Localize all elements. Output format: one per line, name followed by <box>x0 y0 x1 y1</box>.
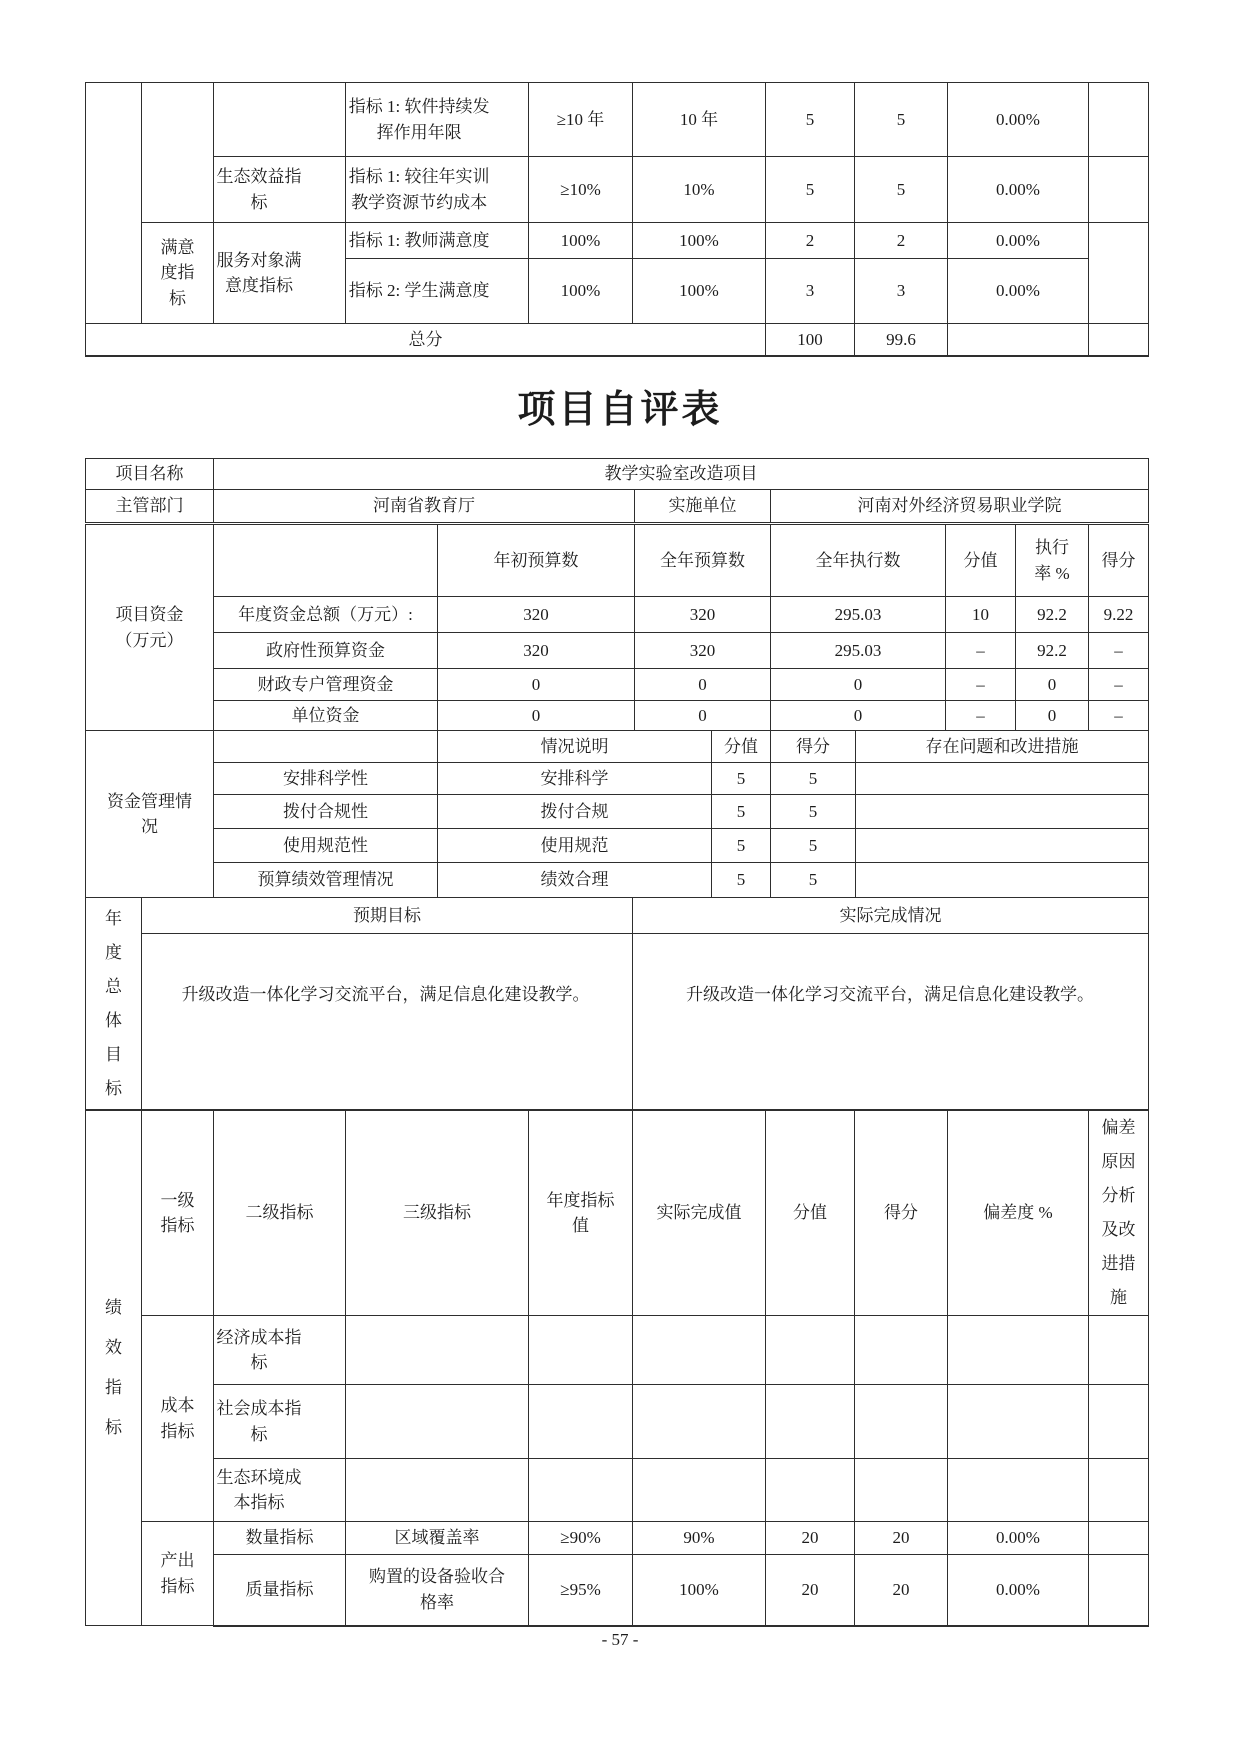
performance-label-cell <box>86 1111 142 1626</box>
level2-cell <box>214 223 346 324</box>
funds-row <box>86 669 1149 701</box>
target-cell: 100% <box>529 223 633 259</box>
deviation-cell: 0.00% <box>948 259 1089 324</box>
col-header-score-max: 分值 <box>766 1111 855 1316</box>
actual-cell: 100% <box>633 1555 766 1626</box>
fund-rate-cell: 0 <box>1016 701 1089 731</box>
level1-cell <box>142 223 214 324</box>
total-max-cell: 100 <box>766 324 855 356</box>
fund-begin-cell: 320 <box>438 633 635 669</box>
mgmt-desc-cell: 拨付合规 <box>438 795 712 829</box>
col-header-l3: 三级指标 <box>346 1111 529 1316</box>
col-header-score-max: 分值 <box>946 525 1016 597</box>
empty-cell <box>1089 1316 1149 1385</box>
mgmt-score-max-cell: 5 <box>712 763 771 795</box>
fund-exec-cell: 295.03 <box>771 597 946 633</box>
level2-cell <box>214 1459 346 1522</box>
empty-cell <box>948 324 1089 356</box>
deviation-cell: 0.00% <box>948 1555 1089 1626</box>
actual-goal-header: 实际完成情况 <box>633 898 1149 934</box>
fund-name-cell: 财政专户管理资金 <box>214 669 438 701</box>
analysis-cell <box>1089 223 1149 324</box>
actual-cell: 10 年 <box>633 83 766 157</box>
l1-header-text: 一级指标 <box>160 1190 195 1235</box>
mgmt-name-cell: 拨付合规性 <box>214 795 438 829</box>
mgmt-name-cell: 预算绩效管理情况 <box>214 863 438 898</box>
mgmt-score-cell: 5 <box>771 863 856 898</box>
funds-header-row <box>86 525 1149 597</box>
col-header-score: 得分 <box>771 731 856 763</box>
total-row <box>86 324 1149 356</box>
empty-cell <box>633 1459 766 1522</box>
impl-label: 实施单位 <box>635 490 771 523</box>
level0-empty-cell <box>86 83 142 324</box>
table-row <box>86 157 1149 223</box>
level2-cell: 数量指标 <box>214 1522 346 1555</box>
mgmt-desc-cell: 安排科学 <box>438 763 712 795</box>
dept-value: 河南省教育厅 <box>214 490 635 523</box>
fund-score-cell: – <box>1089 669 1149 701</box>
annual-goal-label: 年度总体目标 <box>105 908 122 1098</box>
fund-begin-cell: 0 <box>438 701 635 731</box>
mgmt-score-max-cell: 5 <box>712 863 771 898</box>
carryover-indicator-table <box>85 82 1149 357</box>
deviation-cell: 0.00% <box>948 83 1089 157</box>
level1-text: 满意度指标 <box>160 237 195 308</box>
level2-cell: 质量指标 <box>214 1555 346 1626</box>
deviation-cell: 0.00% <box>948 1522 1089 1555</box>
target-cell: 100% <box>529 259 633 324</box>
fund-score-max-cell: – <box>946 701 1016 731</box>
fund-annual-cell: 320 <box>635 633 771 669</box>
indicator-cell <box>346 1555 529 1626</box>
col-header-deviation: 偏差度 % <box>948 1111 1089 1316</box>
output-row <box>86 1522 1149 1555</box>
score-cell: 20 <box>855 1555 948 1626</box>
empty-cell <box>766 1316 855 1385</box>
actual-cell: 10% <box>633 157 766 223</box>
col-header-exec: 全年执行数 <box>771 525 946 597</box>
max-score-cell: 20 <box>766 1555 855 1626</box>
management-row <box>86 795 1149 829</box>
management-label: 资金管理情况 <box>107 791 192 836</box>
output-label-cell <box>142 1522 214 1626</box>
level2-text: 生态环境成本指标 <box>216 1467 302 1512</box>
mgmt-desc-cell: 使用规范 <box>438 829 712 863</box>
fund-rate-cell: 92.2 <box>1016 633 1089 669</box>
cost-row <box>86 1316 1149 1385</box>
col-header-score: 得分 <box>855 1111 948 1316</box>
empty-cell <box>948 1316 1089 1385</box>
empty-cell <box>214 525 438 597</box>
fund-annual-cell: 0 <box>635 701 771 731</box>
empty-cell <box>214 731 438 763</box>
fund-rate-cell: 92.2 <box>1016 597 1089 633</box>
col-header-score-max: 分值 <box>712 731 771 763</box>
level2-text: 社会成本指标 <box>216 1399 302 1444</box>
col-header-score: 得分 <box>1089 525 1149 597</box>
level2-text: 服务对象满意度指标 <box>216 250 302 295</box>
management-row <box>86 763 1149 795</box>
score-cell: 20 <box>855 1522 948 1555</box>
mgmt-issues-cell <box>856 863 1149 898</box>
table-row <box>86 459 1149 490</box>
score-cell: 2 <box>855 223 948 259</box>
col-header-desc: 情况说明 <box>438 731 712 763</box>
indicator-text: 指标 1: 软件持续发挥作用年限 <box>348 97 490 142</box>
mgmt-desc-cell: 绩效合理 <box>438 863 712 898</box>
empty-cell <box>529 1385 633 1459</box>
management-row <box>86 829 1149 863</box>
score-cell: 5 <box>855 83 948 157</box>
empty-cell <box>1089 1385 1149 1459</box>
mgmt-issues-cell <box>856 763 1149 795</box>
mgmt-score-max-cell: 5 <box>712 795 771 829</box>
level2-cell <box>214 157 346 223</box>
mgmt-score-cell: 5 <box>771 763 856 795</box>
col-header-l1 <box>142 1111 214 1316</box>
project-funds-table <box>85 524 1149 731</box>
analysis-cell <box>1089 83 1149 157</box>
fund-annual-cell: 320 <box>635 597 771 633</box>
annual-goal-label-cell <box>86 898 142 1110</box>
col-header-actual: 实际完成值 <box>633 1111 766 1316</box>
score-cell: 3 <box>855 259 948 324</box>
management-header-row <box>86 731 1149 763</box>
mgmt-score-cell: 5 <box>771 795 856 829</box>
fund-score-max-cell: – <box>946 669 1016 701</box>
empty-cell <box>948 1385 1089 1459</box>
indicator-text: 指标 1: 教师满意度 <box>348 230 490 250</box>
col-header-annual: 全年预算数 <box>635 525 771 597</box>
mgmt-score-cell: 5 <box>771 829 856 863</box>
col-header-target <box>529 1111 633 1316</box>
target-cell: ≥10% <box>529 157 633 223</box>
annual-goal-table <box>85 897 1149 1110</box>
level2-text: 生态效益指标 <box>216 167 302 212</box>
empty-cell <box>855 1316 948 1385</box>
empty-cell <box>633 1316 766 1385</box>
level1-empty-cell <box>142 83 214 223</box>
total-score-cell: 99.6 <box>855 324 948 356</box>
empty-cell <box>1089 324 1149 356</box>
fund-exec-cell: 0 <box>771 701 946 731</box>
empty-cell <box>855 1459 948 1522</box>
actual-goal-cell: 升级改造一体化学习交流平台，满足信息化建设教学。 <box>633 934 1149 1110</box>
management-label-cell <box>86 731 214 898</box>
fund-score-cell: – <box>1089 701 1149 731</box>
project-name-label: 项目名称 <box>86 459 214 490</box>
mgmt-issues-cell <box>856 795 1149 829</box>
dept-label: 主管部门 <box>86 490 214 523</box>
indicator-cell <box>346 259 529 324</box>
cost-label-cell <box>142 1316 214 1522</box>
max-score-cell: 2 <box>766 223 855 259</box>
score-cell: 5 <box>855 157 948 223</box>
empty-cell <box>529 1459 633 1522</box>
analysis-cell <box>1089 157 1149 223</box>
goal-header-row <box>86 898 1149 934</box>
empty-cell <box>1089 1459 1149 1522</box>
fund-score-cell: – <box>1089 633 1149 669</box>
mgmt-name-cell: 使用规范性 <box>214 829 438 863</box>
fund-name-cell: 年度资金总额（万元）: <box>214 597 438 633</box>
cost-row <box>86 1385 1149 1459</box>
indicator-text: 指标 1: 较往年实训教学资源节约成本 <box>348 167 490 212</box>
performance-label: 绩效指标 <box>105 1298 122 1437</box>
impl-value: 河南对外经济贸易职业学院 <box>771 490 1149 523</box>
output-row <box>86 1555 1149 1626</box>
goal-content-row <box>86 934 1149 1110</box>
page-number: - 57 - <box>601 1630 639 1649</box>
empty-cell <box>346 1316 529 1385</box>
fund-name-cell: 单位资金 <box>214 701 438 731</box>
col-header-l2: 二级指标 <box>214 1111 346 1316</box>
fund-begin-cell: 320 <box>438 597 635 633</box>
expected-goal-cell: 升级改造一体化学习交流平台，满足信息化建设教学。 <box>142 934 633 1110</box>
indicator-cell: 区域覆盖率 <box>346 1522 529 1555</box>
rate-header-text: 执行率 % <box>1034 538 1070 583</box>
level2-cell <box>214 1316 346 1385</box>
empty-cell <box>346 1385 529 1459</box>
col-header-issues: 存在问题和改进措施 <box>856 731 1149 763</box>
empty-cell <box>948 1459 1089 1522</box>
max-score-cell: 5 <box>766 83 855 157</box>
cost-label: 成本指标 <box>160 1396 195 1441</box>
performance-header-row <box>86 1111 1149 1316</box>
mgmt-name-cell: 安排科学性 <box>214 763 438 795</box>
col-header-analysis <box>1089 1111 1149 1316</box>
page-title: 项目自评表 <box>517 389 723 431</box>
target-cell: ≥95% <box>529 1555 633 1626</box>
col-header-rate <box>1016 525 1089 597</box>
empty-cell <box>633 1385 766 1459</box>
analysis-cell <box>1089 1555 1149 1626</box>
deviation-cell: 0.00% <box>948 223 1089 259</box>
empty-cell <box>529 1316 633 1385</box>
funds-label-cell <box>86 525 214 731</box>
fund-exec-cell: 0 <box>771 669 946 701</box>
analysis-header-text: 偏差原因分析及改进措施 <box>1101 1118 1136 1307</box>
management-row <box>86 863 1149 898</box>
analysis-cell <box>1089 1522 1149 1555</box>
actual-cell: 90% <box>633 1522 766 1555</box>
level2-text: 经济成本指标 <box>216 1327 302 1372</box>
fund-management-table <box>85 730 1149 898</box>
cost-row <box>86 1459 1149 1522</box>
actual-cell: 100% <box>633 259 766 324</box>
output-label: 产出指标 <box>160 1551 195 1596</box>
table-row <box>86 83 1149 157</box>
funds-row <box>86 701 1149 731</box>
funds-label: 项目资金（万元） <box>115 605 184 650</box>
level2-cell <box>214 1385 346 1459</box>
empty-cell <box>855 1385 948 1459</box>
fund-rate-cell: 0 <box>1016 669 1089 701</box>
project-info-table <box>85 458 1149 523</box>
mgmt-issues-cell <box>856 829 1149 863</box>
performance-indicator-table <box>85 1110 1149 1627</box>
fund-score-max-cell: – <box>946 633 1016 669</box>
deviation-cell: 0.00% <box>948 157 1089 223</box>
total-label-cell: 总分 <box>86 324 766 356</box>
indicator-text: 指标 2: 学生满意度 <box>348 281 490 301</box>
col-header-begin: 年初预算数 <box>438 525 635 597</box>
empty-cell <box>346 1459 529 1522</box>
expected-goal-header: 预期目标 <box>142 898 633 934</box>
empty-cell <box>766 1459 855 1522</box>
indicator-cell <box>346 157 529 223</box>
max-score-cell: 20 <box>766 1522 855 1555</box>
fund-annual-cell: 0 <box>635 669 771 701</box>
funds-row <box>86 597 1149 633</box>
indicator-cell <box>346 223 529 259</box>
indicator-text: 购置的设备验收合格率 <box>368 1567 505 1612</box>
fund-score-cell: 9.22 <box>1089 597 1149 633</box>
target-cell: ≥10 年 <box>529 83 633 157</box>
target-cell: ≥90% <box>529 1522 633 1555</box>
fund-name-cell: 政府性预算资金 <box>214 633 438 669</box>
funds-row <box>86 633 1149 669</box>
fund-exec-cell: 295.03 <box>771 633 946 669</box>
empty-cell <box>766 1385 855 1459</box>
table-row <box>86 223 1149 259</box>
mgmt-score-max-cell: 5 <box>712 829 771 863</box>
table-row <box>86 490 1149 523</box>
target-header-text: 年度指标值 <box>546 1190 615 1235</box>
fund-score-max-cell: 10 <box>946 597 1016 633</box>
level2-empty-cell <box>214 83 346 157</box>
max-score-cell: 5 <box>766 157 855 223</box>
max-score-cell: 3 <box>766 259 855 324</box>
fund-begin-cell: 0 <box>438 669 635 701</box>
project-name-value: 教学实验室改造项目 <box>214 459 1149 490</box>
indicator-cell <box>346 83 529 157</box>
actual-cell: 100% <box>633 223 766 259</box>
